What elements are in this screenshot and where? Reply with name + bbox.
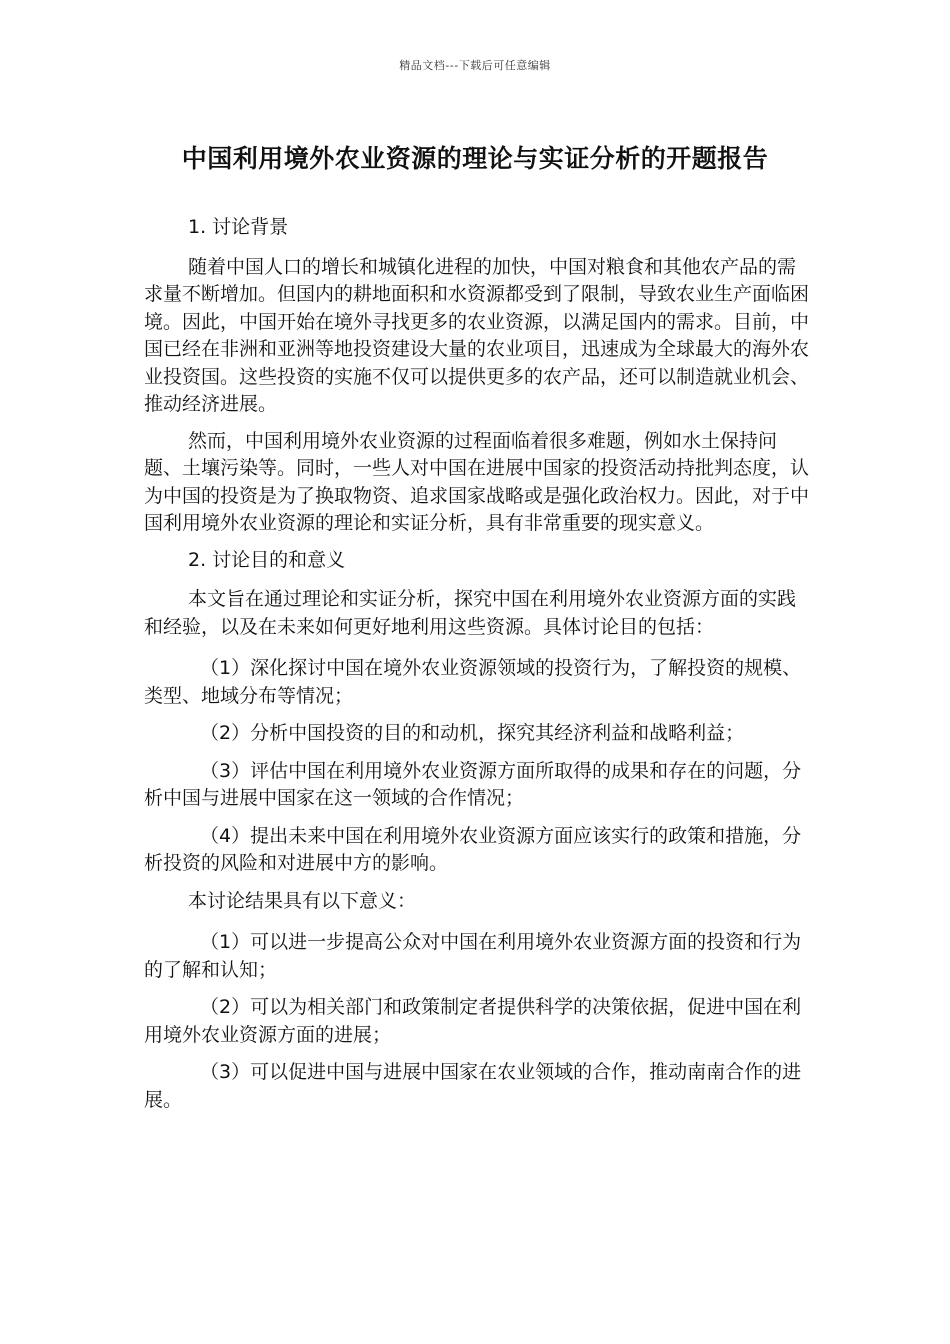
goal-item-4: （4）提出未来中国在利用境外农业资源方面应该实行的政策和措施，分析投资的风险和对进展中方的影响。 <box>144 824 802 874</box>
goal-item-3: （3）评估中国在利用境外农业资源方面所取得的成果和存在的问题，分析中国与进展中国家在这一领域的合作情况； <box>144 759 802 809</box>
goal-item-1: （1）深化探讨中国在境外农业资源领域的投资行为，了解投资的规模、类型、地域分布等情况； <box>144 657 802 707</box>
section-heading-background: 1. 讨论背景 <box>188 216 289 238</box>
header-note: 精品文档---下载后可任意编辑 <box>399 59 551 72</box>
document-title: 中国利用境外农业资源的理论与实证分析的开题报告 <box>181 144 769 173</box>
significance-item-3: （3）可以促进中国与进展中国家在农业领域的合作，推动南南合作的进展。 <box>144 1061 802 1111</box>
significance-item-2: （2）可以为相关部门和政策制定者提供科学的决策依据，促进中国在利用境外农业资源方面的进展； <box>144 996 802 1046</box>
document-body <box>144 214 812 1124</box>
goal-item-2: （2）分析中国投资的目的和动机，探究其经济利益和战略利益； <box>200 722 745 744</box>
background-paragraph-2: 然而，中国利用境外农业资源的过程面临着很多难题，例如水土保持问题、土壤污染等。同时，一些人对中国在进展中国家的投资活动持批判态度，认为中国的投资是为了换取物资、追求国家战略或是强化政治权力。因此，对于中国利用境外农业资源的理论和实证分析，具有非常重要的现实意义。 <box>144 429 810 534</box>
background-paragraph-1: 随着中国人口的增长和城镇化进程的加快，中国对粮食和其他农产品的需求量不断增加。但国内的耕地面积和水资源都受到了限制，导致农业生产面临困境。因此，中国开始在境外寻找更多的农业资源，以满足国内的需求。目前，中国已经在非洲和亚洲等地投资建设大量的农业项目，迅速成为全球最大的海外农业投资国。这些投资的实施不仅可以提供更多的农产品，还可以制造就业机会、推动经济进展。 <box>144 255 810 415</box>
purpose-intro-paragraph: 本文旨在通过理论和实证分析，探究中国在利用境外农业资源方面的实践和经验，以及在未来如何更好地利用这些资源。具体讨论目的包括： <box>144 588 797 638</box>
significance-intro: 本讨论结果具有以下意义： <box>188 889 417 912</box>
section-heading-purpose: 2. 讨论目的和意义 <box>188 548 346 571</box>
significance-item-1: （1）可以进一步提高公众对中国在利用境外农业资源方面的投资和行为的了解和认知； <box>144 931 802 981</box>
